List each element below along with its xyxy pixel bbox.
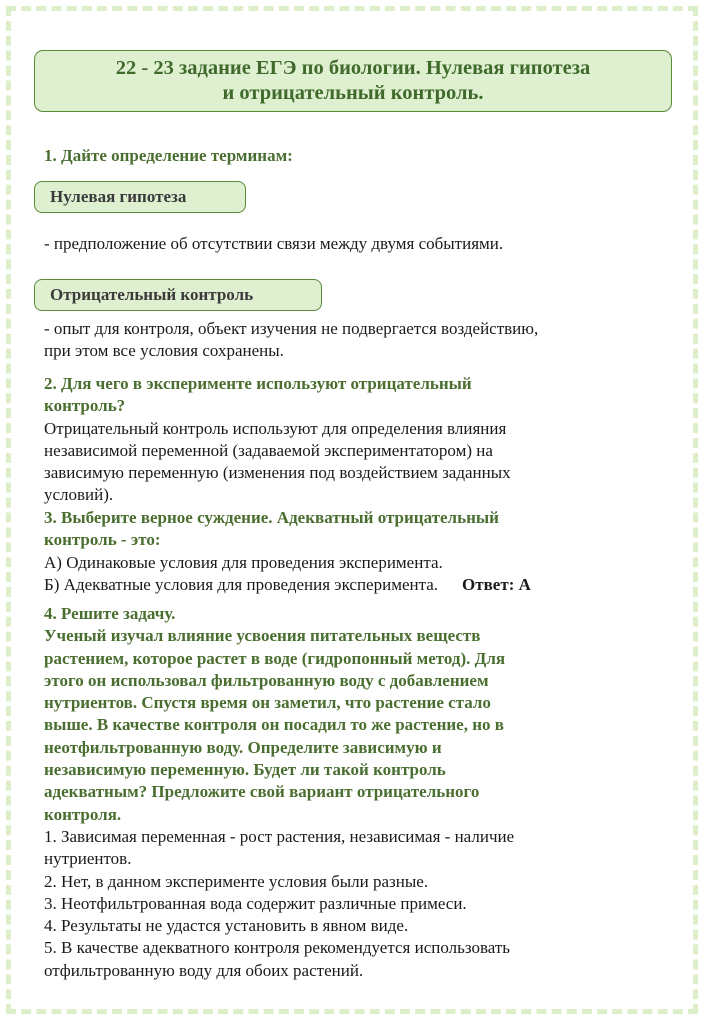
title-box — [34, 50, 672, 112]
term-null-hypothesis-definition: - предположение об отсутствии связи между двумя событиями. — [44, 234, 504, 253]
q2-heading: 2. Для чего в эксперименте используют отрицательный контроль? — [44, 374, 472, 416]
q4-heading: 4. Решите задачу. — [44, 604, 176, 623]
q2-answer: Отрицательный контроль используют для определения влияния независимой переменной (задаваемой экспериментатором) на зависимую переменную (изменения под воздействием заданных условий). — [44, 418, 511, 505]
q4-answers: 1. Зависимая переменная - рост растения, независимая - наличие нутриентов. 2. Нет, в данном эксперименте условия были разные. 3. Неотфильтрованная вода содержит различные примеси. 4. Результаты не удастся установить в явном виде. 5. В качестве адекватного контроля рекомендуется использовать отфильтрованную воду для обоих растений. — [44, 826, 515, 980]
term-negative-control-label: Отрицательный контроль — [50, 285, 254, 304]
term-negative-control-definition: - опыт для контроля, объект изучения не подвергается воздействию, при этом все условия сохранены. — [44, 319, 539, 361]
term-negative-control — [34, 279, 322, 311]
term-null-hypothesis — [34, 181, 246, 213]
q3-section — [44, 507, 531, 596]
q3-option-b: Б) Адекватные условия для проведения эксперимента. Ответ: А — [44, 574, 531, 594]
q3-heading: 3. Выберите верное суждение. Адекватный отрицательный контроль - это: — [44, 508, 499, 550]
q4-section — [44, 603, 514, 982]
q2-section — [44, 373, 511, 507]
q3-answer: Ответ: А — [462, 574, 531, 594]
q4-task: Ученый изучал влияние усвоения питательных веществ растением, которое растет в воде (гидропонный метод). Для этого он использовал фильтрованную воду с добавлением нутриентов. Спустя время он заметил, что растение стало выше. В качестве контроля он посадил то же растение, но в неотфильтрованную воду. Определите зависимую и независимую переменную. Будет ли такой контроль адекватным? Предложите свой вариант отрицательного контроля. — [44, 626, 506, 824]
q1-heading: 1. Дайте определение терминам: — [44, 146, 293, 165]
q3-option-a: А) Одинаковые условия для проведения эксперимента. — [44, 552, 443, 572]
term-null-hypothesis-label: Нулевая гипотеза — [50, 187, 187, 206]
page-title: 22 - 23 задание ЕГЭ по биологии. Нулевая гипотеза и отрицательный контроль. — [115, 57, 591, 104]
